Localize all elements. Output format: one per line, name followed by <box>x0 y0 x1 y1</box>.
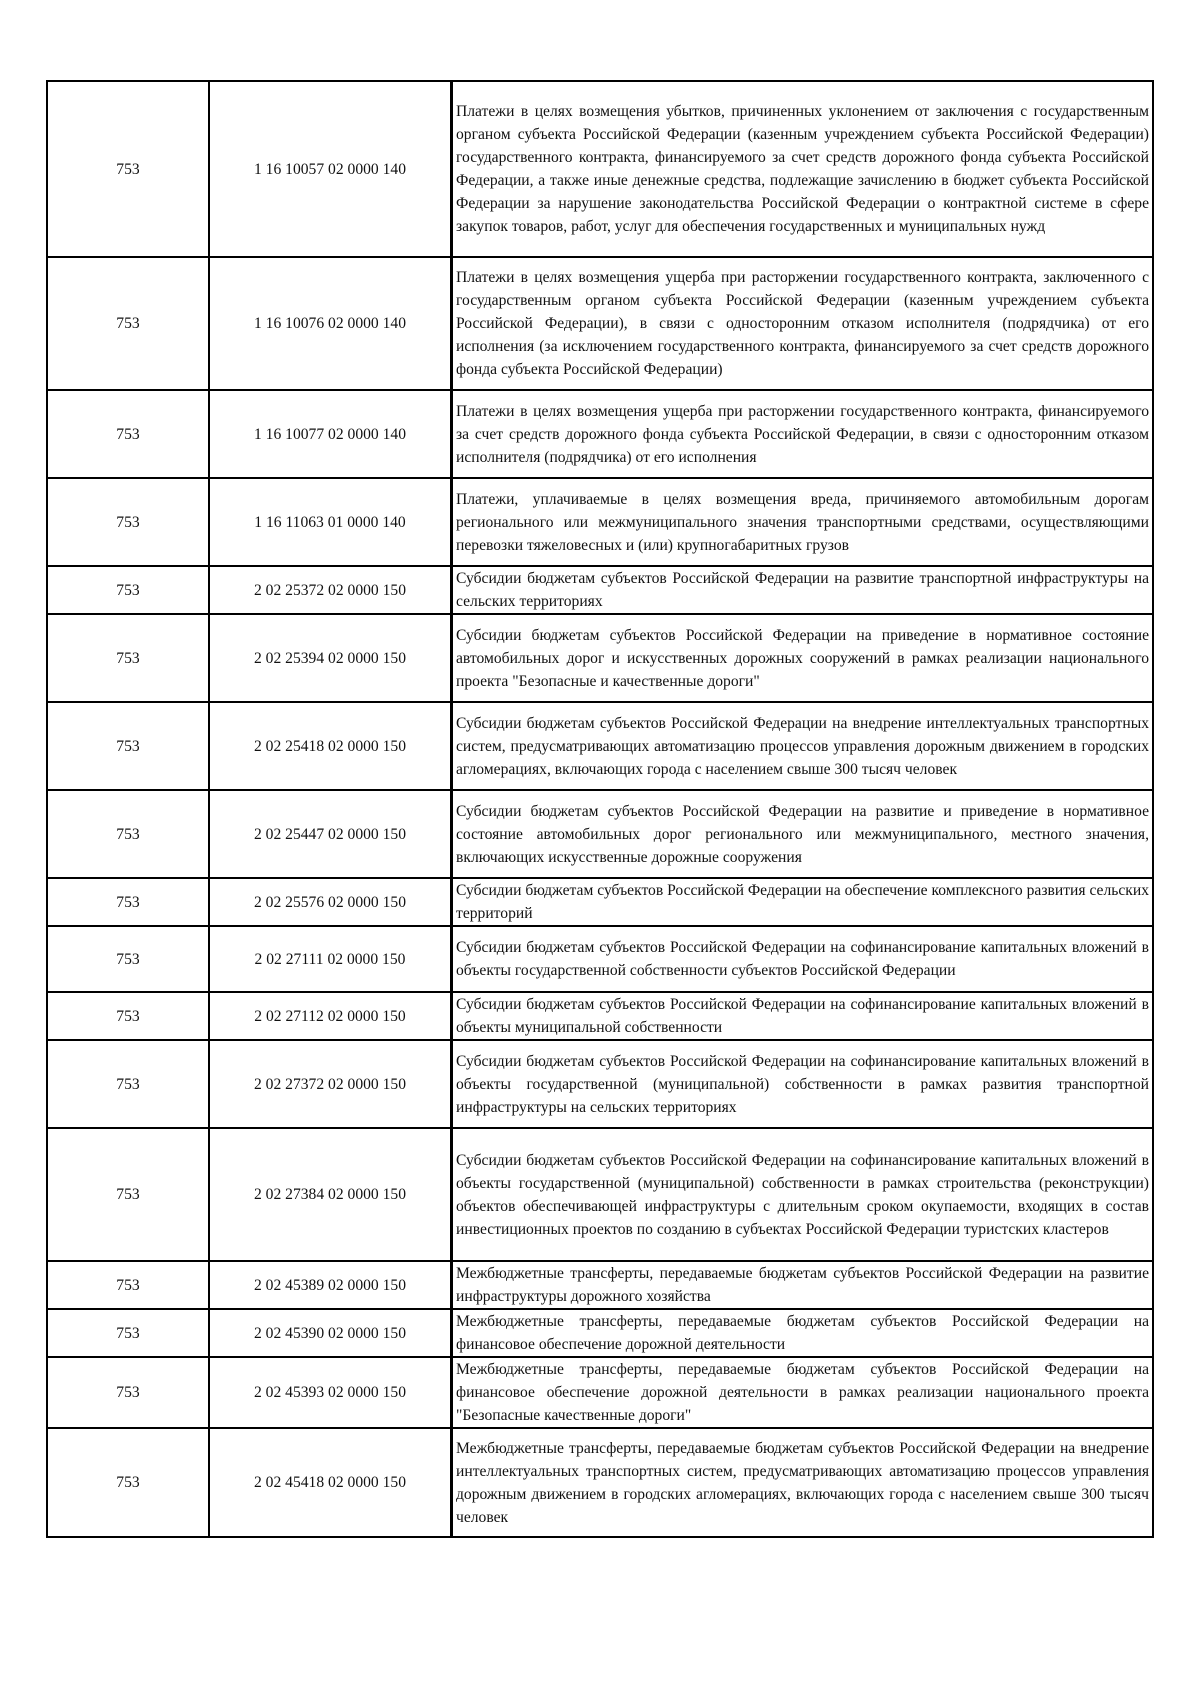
admin-code-cell: 753 <box>47 257 209 390</box>
revenue-description-cell: Платежи в целях возмещения ущерба при расторжении государственного контракта, финансируемого за счет средств дорожного фонда субъекта Российской Федерации, в связи с односторонним отказом исполнителя (подрядчика) от его исполнения <box>452 390 1154 478</box>
revenue-description-cell: Субсидии бюджетам субъектов Российской Федерации на приведение в нормативное состояние автомобильных дорог и искусственных дорожных сооружений в рамках реализации национального проекта "Безопасные и качественные дороги" <box>452 614 1154 702</box>
table-row <box>47 614 1153 702</box>
budget-classification-code-cell: 2 02 27112 02 0000 150 <box>209 992 452 1040</box>
table-row <box>47 1040 1153 1128</box>
admin-code-cell: 753 <box>47 566 209 614</box>
table-row <box>47 390 1153 478</box>
table-row <box>47 1309 1153 1357</box>
table-row <box>47 478 1153 566</box>
admin-code-cell: 753 <box>47 926 209 992</box>
budget-classification-code-cell: 2 02 25447 02 0000 150 <box>209 790 452 878</box>
revenue-description-cell: Межбюджетные трансферты, передаваемые бюджетам субъектов Российской Федерации на финансовое обеспечение дорожной деятельности <box>452 1309 1154 1357</box>
table-row <box>47 926 1153 992</box>
budget-classification-code-cell: 1 16 10057 02 0000 140 <box>209 81 452 257</box>
admin-code-cell: 753 <box>47 1128 209 1261</box>
table-row <box>47 1261 1153 1309</box>
table-row <box>47 790 1153 878</box>
revenue-description-cell: Субсидии бюджетам субъектов Российской Федерации на обеспечение комплексного развития сельских территорий <box>452 878 1154 926</box>
budget-classification-code-cell: 2 02 45389 02 0000 150 <box>209 1261 452 1309</box>
table-row <box>47 992 1153 1040</box>
table-row <box>47 1128 1153 1261</box>
budget-classification-code-cell: 2 02 27384 02 0000 150 <box>209 1128 452 1261</box>
table-body <box>47 81 1153 1537</box>
budget-classification-code-cell: 1 16 10077 02 0000 140 <box>209 390 452 478</box>
table-row <box>47 566 1153 614</box>
revenue-description-cell: Субсидии бюджетам субъектов Российской Федерации на софинансирование капитальных вложений в объекты государственной (муниципальной) собственности в рамках развития транспортной инфраструктуры на сельских территориях <box>452 1040 1154 1128</box>
admin-code-cell: 753 <box>47 1309 209 1357</box>
admin-code-cell: 753 <box>47 478 209 566</box>
revenue-description-cell: Платежи, уплачиваемые в целях возмещения вреда, причиняемого автомобильным дорогам регионального или межмуниципального значения транспортными средствами, осуществляющими перевозки тяжеловесных и (или) крупногабаритных грузов <box>452 478 1154 566</box>
budget-classification-code-cell: 2 02 45418 02 0000 150 <box>209 1428 452 1537</box>
budget-classification-code-cell: 2 02 27372 02 0000 150 <box>209 1040 452 1128</box>
budget-classification-code-cell: 1 16 10076 02 0000 140 <box>209 257 452 390</box>
budget-classification-code-cell: 2 02 25418 02 0000 150 <box>209 702 452 790</box>
budget-classification-code-cell: 1 16 11063 01 0000 140 <box>209 478 452 566</box>
admin-code-cell: 753 <box>47 702 209 790</box>
budget-classification-code-cell: 2 02 25372 02 0000 150 <box>209 566 452 614</box>
revenue-description-cell: Платежи в целях возмещения ущерба при расторжении государственного контракта, заключенного с государственным органом субъекта Российской Федерации (казенным учреждением субъекта Российской Федерации), в связи с односторонним отказом исполнителя (подрядчика) от его исполнения (за исключением государственного контракта, финансируемого за счет средств дорожного фонда субъекта Российской Федерации) <box>452 257 1154 390</box>
budget-classification-code-cell: 2 02 45390 02 0000 150 <box>209 1309 452 1357</box>
admin-code-cell: 753 <box>47 1261 209 1309</box>
revenue-description-cell: Субсидии бюджетам субъектов Российской Федерации на внедрение интеллектуальных транспортных систем, предусматривающих автоматизацию процессов управления дорожным движением в городских агломерациях, включающих города с населением свыше 300 тысяч человек <box>452 702 1154 790</box>
revenue-description-cell: Межбюджетные трансферты, передаваемые бюджетам субъектов Российской Федерации на развитие инфраструктуры дорожного хозяйства <box>452 1261 1154 1309</box>
admin-code-cell: 753 <box>47 790 209 878</box>
admin-code-cell: 753 <box>47 878 209 926</box>
admin-code-cell: 753 <box>47 1428 209 1537</box>
budget-classification-code-cell: 2 02 25394 02 0000 150 <box>209 614 452 702</box>
admin-code-cell: 753 <box>47 1040 209 1128</box>
revenue-description-cell: Платежи в целях возмещения убытков, причиненных уклонением от заключения с государственным органом субъекта Российской Федерации (казенным учреждением субъекта Российской Федерации) государственного контракта, финансируемого за счет средств дорожного фонда субъекта Российской Федерации, а также иные денежные средства, подлежащие зачислению в бюджет субъекта Российской Федерации за нарушение законодательства Российской Федерации о контрактной системе в сфере закупок товаров, работ, услуг для обеспечения государственных и муниципальных нужд <box>452 81 1154 257</box>
table-row <box>47 702 1153 790</box>
table-row <box>47 1357 1153 1428</box>
budget-classification-code-cell: 2 02 25576 02 0000 150 <box>209 878 452 926</box>
table-row <box>47 81 1153 257</box>
admin-code-cell: 753 <box>47 81 209 257</box>
budget-revenue-table <box>46 80 1154 1538</box>
table-row <box>47 878 1153 926</box>
budget-classification-code-cell: 2 02 27111 02 0000 150 <box>209 926 452 992</box>
table-row <box>47 1428 1153 1537</box>
admin-code-cell: 753 <box>47 992 209 1040</box>
revenue-description-cell: Субсидии бюджетам субъектов Российской Федерации на развитие и приведение в нормативное состояние автомобильных дорог регионального или межмуниципального, местного значения, включающих искусственные дорожные сооружения <box>452 790 1154 878</box>
admin-code-cell: 753 <box>47 614 209 702</box>
revenue-description-cell: Субсидии бюджетам субъектов Российской Федерации на софинансирование капитальных вложений в объекты муниципальной собственности <box>452 992 1154 1040</box>
revenue-description-cell: Субсидии бюджетам субъектов Российской Федерации на софинансирование капитальных вложений в объекты государственной (муниципальной) собственности в рамках строительства (реконструкции) объектов обеспечивающей инфраструктуры с длительным сроком окупаемости, входящих в состав инвестиционных проектов по созданию в субъектах Российской Федерации туристских кластеров <box>452 1128 1154 1261</box>
budget-classification-code-cell: 2 02 45393 02 0000 150 <box>209 1357 452 1428</box>
revenue-description-cell: Субсидии бюджетам субъектов Российской Федерации на софинансирование капитальных вложений в объекты государственной собственности субъектов Российской Федерации <box>452 926 1154 992</box>
revenue-description-cell: Субсидии бюджетам субъектов Российской Федерации на развитие транспортной инфраструктуры на сельских территориях <box>452 566 1154 614</box>
admin-code-cell: 753 <box>47 390 209 478</box>
admin-code-cell: 753 <box>47 1357 209 1428</box>
revenue-description-cell: Межбюджетные трансферты, передаваемые бюджетам субъектов Российской Федерации на внедрение интеллектуальных транспортных систем, предусматривающих автоматизацию процессов управления дорожным движением в городских агломерациях, включающих города с населением свыше 300 тысяч человек <box>452 1428 1154 1537</box>
table-row <box>47 257 1153 390</box>
revenue-description-cell: Межбюджетные трансферты, передаваемые бюджетам субъектов Российской Федерации на финансовое обеспечение дорожной деятельности в рамках реализации национального проекта "Безопасные качественные дороги" <box>452 1357 1154 1428</box>
